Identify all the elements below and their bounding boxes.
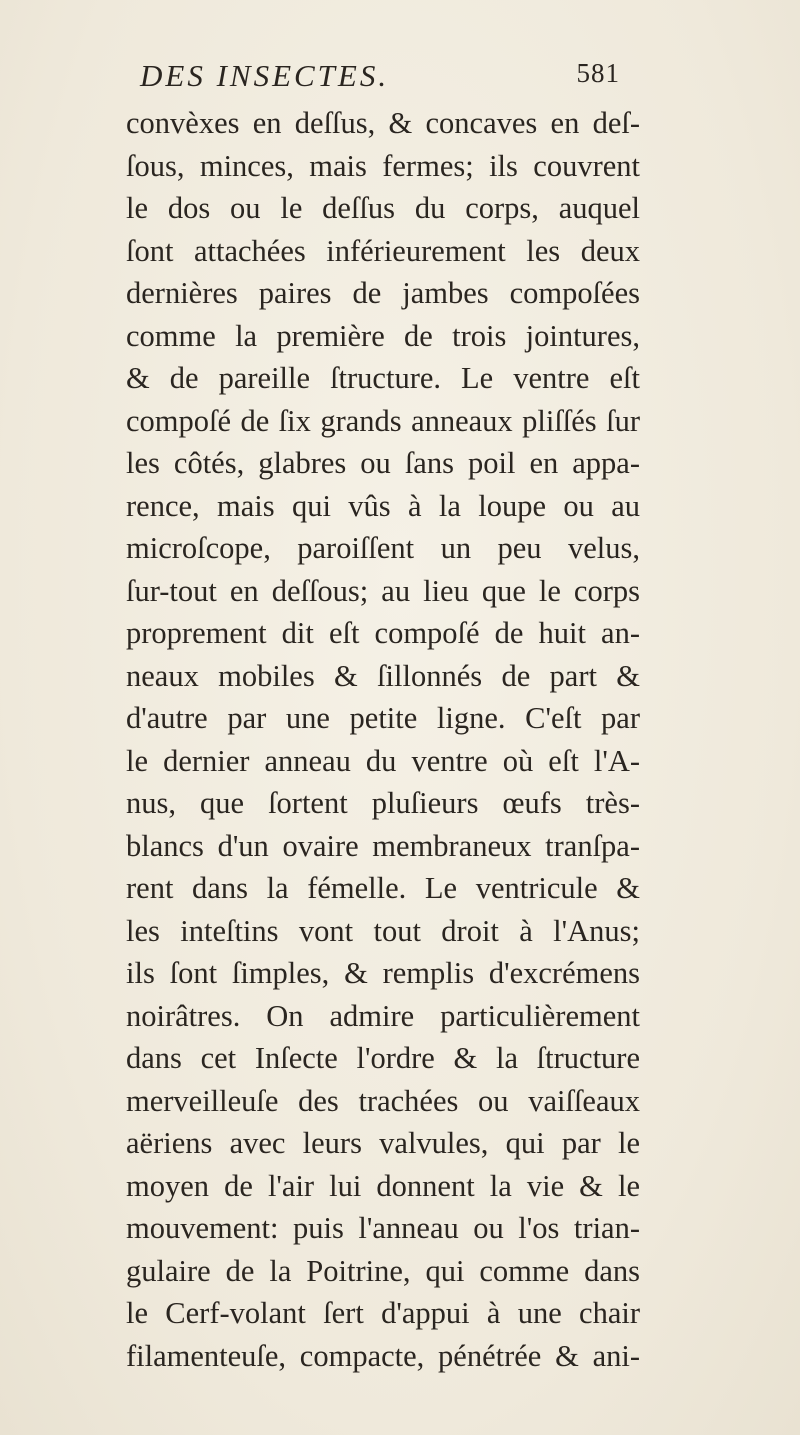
text-line: filamenteuſe, compacte, pénétrée & ani-: [126, 1338, 640, 1373]
text-line: dans cet Inſecte l'ordre & la ſtructure: [126, 1041, 640, 1075]
text-line: & de pareille ſtructure. Le ventre eſt: [126, 361, 640, 395]
text-line: le dernier anneau du ventre où eſt l'A-: [126, 743, 640, 778]
page-number: 581: [576, 58, 620, 88]
text-line: merveilleuſe des trachées ou vaiſſeaux: [126, 1083, 640, 1118]
text-line: nus, que ſortent pluſieurs œufs très-: [126, 786, 640, 820]
running-head: [140, 58, 620, 98]
text-line: les inteſtins vont tout droit à l'Anus;: [126, 913, 640, 948]
text-line: ſont attachées inférieurement les deux: [126, 233, 640, 268]
text-line: d'autre par une petite ligne. C'eſt par: [126, 701, 640, 735]
text-line: le Cerf-volant ſert d'appui à une chair: [126, 1296, 640, 1330]
body-text: [126, 102, 640, 1377]
text-line: ils ſont ſimples, & remplis d'excrémens: [126, 956, 640, 990]
text-line: dernières paires de jambes compoſées: [126, 276, 640, 310]
text-line: ſur-tout en deſſous; au lieu que le corps: [126, 573, 640, 608]
text-line: rent dans la fémelle. Le ventricule &: [126, 871, 640, 905]
text-line: gulaire de la Poitrine, qui comme dans: [126, 1253, 640, 1288]
text-line: noirâtres. On admire particulièrement: [126, 998, 640, 1033]
text-line: neaux mobiles & ſillonnés de part &: [126, 658, 640, 693]
text-line: proprement dit eſt compoſé de huit an-: [126, 616, 640, 650]
text-line: blancs d'un ovaire membraneux tranſpa-: [126, 828, 640, 863]
text-line: microſcope, paroiſſent un peu velus,: [126, 531, 640, 565]
text-line: compoſé de ſix grands anneaux pliſſés ſur: [126, 403, 640, 438]
text-line: aëriens avec leurs valvules, qui par le: [126, 1126, 640, 1160]
text-line: comme la première de trois jointures,: [126, 318, 640, 353]
running-head-title: DES INSECTES.: [140, 58, 390, 93]
text-line: les côtés, glabres ou ſans poil en appa-: [126, 446, 640, 480]
text-line: convèxes en deſſus, & concaves en deſ-: [126, 106, 640, 140]
text-line: moyen de l'air lui donnent la vie & le: [126, 1168, 640, 1203]
text-line: ſous, minces, mais fermes; ils couvrent: [126, 148, 640, 183]
text-line: rence, mais qui vûs à la loupe ou au: [126, 488, 640, 523]
text-line: mouvement: puis l'anneau ou l'os trian-: [126, 1211, 640, 1245]
text-line: le dos ou le deſſus du corps, auquel: [126, 191, 640, 225]
